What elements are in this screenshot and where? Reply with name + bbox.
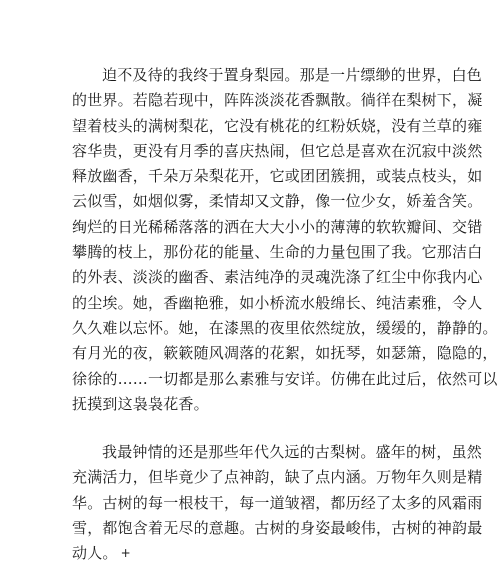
text-line: 华。古树的每一根枝干，每一道皱褶，都历经了太多的风霜雨 <box>72 493 483 512</box>
text-line: 我最钟情的还是那些年代久远的古梨树。盛年的树，虽然 <box>102 443 483 461</box>
text-line <box>72 541 432 566</box>
text-line: 雪，都饱含着无尽的意趣。古树的身姿最峻伟，古树的神韵最 <box>72 518 483 537</box>
text-line: 徐徐的……一切都是那么素雅与安详。仿佛在此过后，依然可以 <box>72 369 498 388</box>
text-line: 有月光的夜，簌簌随风凋落的花絮，如抚琴，如瑟箫，隐隐的， <box>72 344 498 363</box>
text-line: 攀腾的枝上，那份花的能量、生命的力量包围了我。它那洁白 <box>72 243 483 262</box>
text-line: 的外表、淡淡的幽香、素洁纯净的灵魂洗涤了红尘中你我内心 <box>72 268 483 287</box>
text-line: 容华贵，更没有月季的喜庆热闹，但它总是喜欢在沉寂中淡然 <box>72 141 483 160</box>
text-line: 云似雪，如烟似雾，柔情却又文静，像一位少女，娇羞含笑。 <box>72 192 483 211</box>
text-line: 充满活力，但毕竟少了点神韵，缺了点内涵。万物年久则是精 <box>72 468 483 487</box>
text-line: 望着枝头的满树梨花，它没有桃花的红粉妖娆，没有兰草的雍 <box>72 116 483 135</box>
text-line: 绚烂的日光稀稀落落的洒在大大小小的薄薄的软软瓣间、交错 <box>72 217 483 236</box>
paragraph-pear-garden <box>72 63 498 417</box>
text-line: 释放幽香，千朵万朵梨花开，它或团团簇拥，或装点枝头，如 <box>72 167 483 186</box>
text-line: 的世界。若隐若现中，阵阵淡淡花香飘散。徜徉在梨树下，凝 <box>72 91 483 110</box>
text-line: 久久难以忘怀。她，在漆黑的夜里依然绽放，缓缓的，静静的。 <box>72 318 498 337</box>
text-line: 迫不及待的我终于置身梨园。那是一片缥缈的世界，白色 <box>102 66 483 84</box>
paragraph-end-mark: + <box>120 546 131 561</box>
text-line: 抚摸到这袅袅花香。 <box>72 394 209 413</box>
paragraph-ancient-pear-trees <box>72 440 483 566</box>
text-line: 的尘埃。她，香幽艳雅，如小桥流水般绵长、纯洁素雅，令人 <box>72 293 483 312</box>
text-line-content: 动人。 <box>72 544 118 563</box>
